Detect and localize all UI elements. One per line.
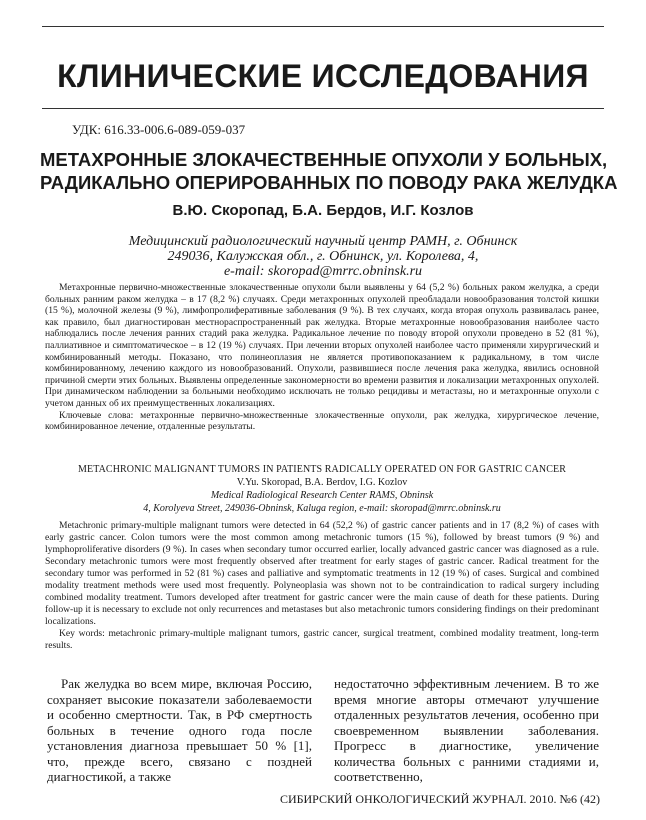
body-paragraph: недостаточно эффективным лечением. В то же время многие авторы отмечают улучшение отдаленных результатов лечения, особенно при своевременном выявлении заболевания. Прогресс в диагностике, увеличение количества больных с ранними стадиями и, соответственно, xyxy=(334,676,599,784)
english-authors: V.Yu. Skoropad, B.A. Berdov, I.G. Kozlov xyxy=(236,477,408,488)
top-rule xyxy=(42,26,604,27)
section-title: КЛИНИЧЕСКИЕ ИССЛЕДОВАНИЯ xyxy=(57,58,589,94)
abstract-en-text: Metachronic primary-multiple malignant tumors were detected in 64 (52,2 %) of gastric cancer patients and in 17 (8,2 %) of cases with early gastric cancer. Colon tumors were the most common among metachronic tumors (15 %), followed by breast tumors (9 %) and lymphoproliferative disorders (9 %). In cases when secondary tumor occurred earlier, locally advanced gastric cancer was diagnosed as a rule. Secondary metachronic tumors were most frequently observed after treatment for early stages of gastric cancer. Radical treatment for the secondary tumor was performed in 52 (81 %) cases and palliative and symptomatic treatments in 12 (19 %) of cases. Surgical and combined modality treatment methods were used most frequently. Polyneoplasia was shown not to be contraindication to radical surgery including combined modality treatment. Tumors developed after treatment for gastric cancer were the main cause of death for these patients. During follow-up it is necessary to exclude not only recurrences and metastases but also metachronic tumors considering findings on their predominant localizations. xyxy=(45,520,599,627)
authors: В.Ю. Скоропад, Б.А. Бердов, И.Г. Козлов xyxy=(172,202,474,219)
body-column-right xyxy=(334,676,599,785)
keywords-en: Key words: metachronic primary-multiple malignant tumors, gastric cancer, surgical treatment, combined modality treatment, long-term results. xyxy=(45,628,599,651)
article-title-line: МЕТАХРОННЫЕ ЗЛОКАЧЕСТВЕННЫЕ ОПУХОЛИ У БОЛЬНЫХ, xyxy=(40,149,608,170)
affiliation-line: e-mail: skoropad@mrrc.obninsk.ru xyxy=(223,264,423,279)
journal-footer: СИБИРСКИЙ ОНКОЛОГИЧЕСКИЙ ЖУРНАЛ. 2010. №6 (42) xyxy=(279,792,600,806)
english-affiliation: Medical Radiological Research Center RAMS, Obninsk xyxy=(210,490,434,501)
body-column-left xyxy=(47,676,312,785)
affiliation xyxy=(0,234,646,279)
affiliation-line: 249036, Калужская обл., г. Обнинск, ул. Королева, 4, xyxy=(167,249,479,264)
abstract-russian xyxy=(45,282,599,433)
affiliation-line: Медицинский радиологический научный центр РАМН, г. Обнинск xyxy=(128,234,518,249)
english-title: METACHRONIC MALIGNANT TUMORS IN PATIENTS RADICALLY OPERATED ON FOR GASTRIC CANCER xyxy=(78,464,566,475)
article-title xyxy=(40,148,618,194)
abstract-english xyxy=(45,520,599,652)
abstract-ru-text: Метахронные первично-множественные злокачественные опухоли были выявлены у 64 (5,2 %) больных раком желудка, а среди больных ранним раком желудка – в 17 (8,2 %) случаях. Среди метахронных опухолей преобладали новообразования толстой кишки (15 %), молочной железы (9 %), лимфопролиферативные заболевания (9 %). В тех случаях, когда вторая опухоль развивалась ранее, как правило, был диагностирован местнораспространенный рак желудка. Вторые метахронные новообразования наиболее часто наблюдались после лечения ранних стадий рака желудка. Радикальное лечение по поводу второй опухоли проведено в 52 (81 %), паллиативное и симптоматическое – в 12 (19 %) случаях. При лечении вторых опухолей наиболее часто применяли хирургический и комбинированный методы. Показано, что полинеоплазия не является противопоказанием к радикальному, в том числе комбинированному, лечению каждого из новообразований. Опухоли, развившиеся после лечения рака желудка, явились основной причиной смерти этих больных. Выявлены определенные закономерности во времени развития и локализации метахронных опухолей. При динамическом наблюдении за больными необходимо исключать не только рецидивы и метастазы, но и метахронные опухоли с учетом данных об их преимущественных локализациях. xyxy=(45,282,599,409)
english-header xyxy=(45,463,599,515)
udk-code: УДК: 616.33-006.6-089-059-037 xyxy=(72,122,246,137)
english-address: 4, Korolyeva Street, 249036-Obninsk, Kaluga region, e-mail: skoropad@mrrc.obninsk.ru xyxy=(143,503,501,514)
keywords-ru: Ключевые слова: метахронные первично-множественные злокачественные опухоли, рак желудка, хирургическое лечение, комбинированное лечение, отдаленные результаты. xyxy=(45,409,599,433)
article-title-line: РАДИКАЛЬНО ОПЕРИРОВАННЫХ ПО ПОВОДУ РАКА ЖЕЛУДКА xyxy=(40,172,618,193)
body-paragraph: Рак желудка во всем мире, включая Россию, сохраняет высокие показатели заболеваемости и особенно смертности. Так, в РФ смертность больных в течение одного года после установления диагноза превышает 50 % [1], что, прежде всего, связано с поздней диагностикой, а также xyxy=(47,676,312,784)
section-divider xyxy=(42,108,604,109)
